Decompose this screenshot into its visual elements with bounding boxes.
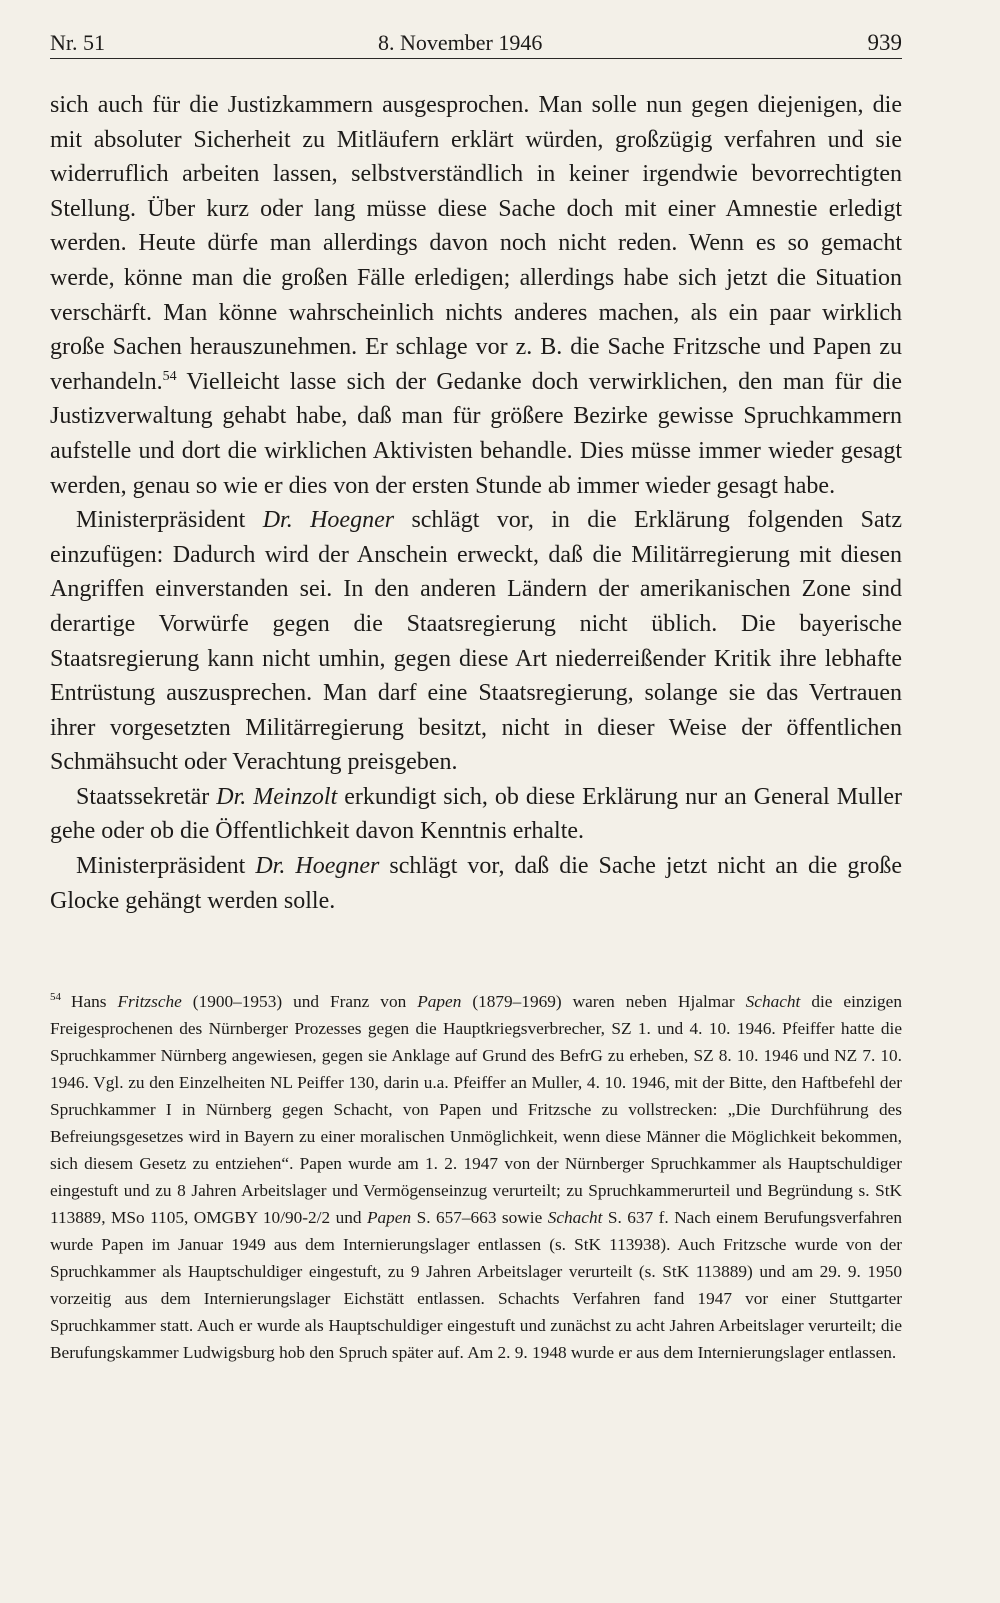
- footnote-text: (1879–1969) waren neben Hjalmar: [461, 992, 746, 1011]
- paragraph-1-continuation: Vielleicht lasse sich der Gedanke doch verwirklichen, den man für die Justizverwaltung gehabt habe, daß man für größere Bezirke gewisse Spruchkammern aufstelle und dort die wirklichen Aktivisten behandle. Dies müsse immer wieder gesagt werden, genau so wie er dies von der ersten Stunde ab immer wieder gesagt habe.: [50, 368, 902, 499]
- running-header: [50, 26, 902, 59]
- footnote-text: Hans: [71, 992, 118, 1011]
- main-text: [50, 88, 902, 918]
- paragraph-1-text: sich auch für die Justizkammern ausgesprochen. Man solle nun gegen diejenigen, die mit absoluter Sicherheit zu Mitläufern erklärt würden, großzügig verfahren und sie widerruflich arbeiten lassen, selbstverständlich in keiner irgendwie bevorrechtigten Stellung. Über kurz oder lang müsse diese Sache doch mit einer Amnestie erledigt werden. Heute dürfe man allerdings davon noch nicht reden. Wenn es so gemacht werde, könne man die großen Fälle erledigen; allerdings habe sich jetzt die Situation verschärft. Man könne wahrscheinlich nichts anderes machen, als ein paar wirklich große Sachen herauszunehmen. Er schlage vor z. B. die Sache Fritzsche und Papen zu verhandeln.: [50, 92, 902, 395]
- paragraph-1: [50, 88, 902, 503]
- speaker-name: Dr. Meinzolt: [216, 783, 338, 810]
- footnote: [50, 988, 902, 1366]
- speaker-title: Staatssekretär: [76, 783, 217, 810]
- paragraph-3-text: erkundigt sich, ob diese Erklärung nur an General Muller gehe oder ob die Öffentlichkeit davon Kenntnis erhalte.: [50, 783, 903, 845]
- footnote-number: 54: [50, 991, 61, 1004]
- footnote-name-italic: Schacht: [547, 1208, 603, 1227]
- paragraph-2: [50, 503, 902, 780]
- paragraph-4-text: schlägt vor, daß die Sache jetzt nicht an die große Glocke gehängt werden solle.: [50, 853, 902, 914]
- footnote-text: S. 657–663 sowie: [411, 1208, 548, 1227]
- paragraph-2-text: schlägt vor, in die Erklärung folgenden Satz einzufügen: Dadurch wird der Anschein erweckt, daß die Militärregierung mit diesen Angriffen einverstanden sei. In den anderen Ländern der amerikanischen Zone sind derartige Vorwürfe gegen die Staatsregierung nicht üblich. Die bayerische Staatsregierung kann nicht umhin, gegen diese Art niederreißender Kritik ihre lebhafte Entrüstung auszusprechen. Man darf eine Staatsregierung, solange sie das Vertrauen ihrer vorgesetzten Militärregierung besitzt, nicht in dieser Weise der öffentlichen Schmähsucht oder Verachtung preisgeben.: [50, 507, 902, 776]
- speaker-title: Ministerpräsident: [76, 507, 263, 534]
- speaker-name: Dr. Hoegner: [262, 507, 395, 534]
- header-date: 8. November 1946: [378, 30, 543, 55]
- footnote-reference: 54: [162, 368, 177, 384]
- issue-number: Nr. 51: [50, 30, 105, 55]
- speaker-title: Ministerpräsident: [76, 853, 256, 880]
- paragraph-4: [50, 849, 902, 918]
- footnote-54: [50, 988, 902, 1366]
- page-number: 939: [867, 30, 902, 55]
- footnote-name-italic: Papen: [417, 992, 462, 1011]
- footnote-name-italic: Papen: [366, 1208, 412, 1227]
- footnote-name-italic: Schacht: [745, 992, 801, 1011]
- speaker-name: Dr. Hoegner: [255, 853, 380, 880]
- footnote-name-italic: Fritzsche: [117, 992, 182, 1011]
- footnote-text: die einzigen Freigesprochenen des Nürnberger Prozesses gegen die Hauptkriegsverbrecher, SZ 1. und 4. 10. 1946. Pfeiffer hatte die Spruchkammer Nürnberg angewiesen, gegen sie Anklage auf Grund des BefrG zu erheben, SZ 8. 10. 1946 und NZ 7. 10. 1946. Vgl. zu den Einzelheiten NL Peiffer 130, darin u.a. Pfeiffer an Muller, 4. 10. 1946, mit der Bitte, den Haftbefehl der Spruchkammer I in Nürnberg gegen Schacht, von Papen und Fritzsche zu vollstrecken: „Die Durchführung des Befreiungsgesetzes wird in Bayern zu einer moralischen Unmöglichkeit, wenn diese Männer die Möglichkeit bekommen, sich diesem Gesetz zu entziehen“. Papen wurde am 1. 2. 1947 von der Nürnberger Spruchkammer als Hauptschuldiger eingestuft und zu 8 Jahren Arbeitslager und Vermögenseinzug verurteilt; zu Spruchkammerurteil und Begründung s. StK 113889, MSo 1105, OMGBY 10/90-2/2 und: [50, 992, 902, 1227]
- paragraph-3: [50, 780, 902, 849]
- footnote-text: S. 637 f. Nach einem Berufungsverfahren wurde Papen im Januar 1949 aus dem Internierungslager entlassen (s. StK 113938). Auch Fritzsche wurde von der Spruchkammer als Hauptschuldiger eingestuft, zu 9 Jahren Arbeitslager verurteilt (s. StK 113889) und am 29. 9. 1950 vorzeitig aus dem Internierungslager Eichstätt entlassen. Schachts Verfahren fand 1947 vor einer Stuttgarter Spruchkammer statt. Auch er wurde als Hauptschuldiger eingestuft und zunächst zu acht Jahren Arbeitslager verurteilt; die Berufungskammer Ludwigsburg hob den Spruch später auf. Am 2. 9. 1948 wurde er aus dem Internierungslager entlassen.: [50, 1208, 902, 1362]
- footnote-text: (1900–1953) und Franz von: [181, 992, 418, 1011]
